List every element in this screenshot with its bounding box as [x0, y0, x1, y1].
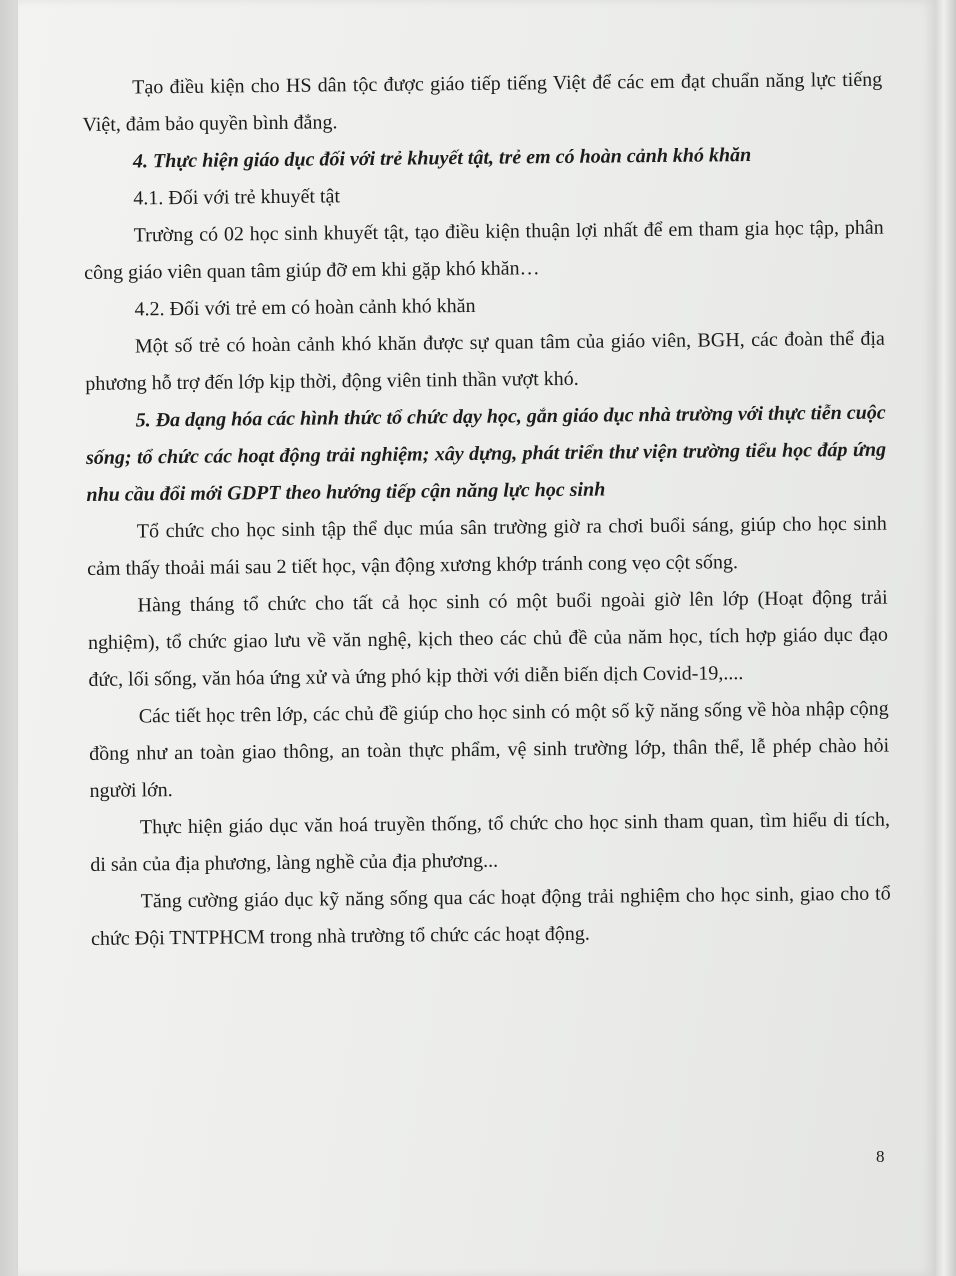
- paragraph-disabled-students: Trường có 02 học sinh khuyết tật, tạo điều kiện thuận lợi nhất để em tham gia học tập, phân công giáo viên quan tâm giúp đỡ em khi gặp khó khăn…: [84, 216, 884, 284]
- paragraph-youth-union: Tăng cường giáo dục kỹ năng sống qua các hoạt động trải nghiệm cho học sinh, giao cho tổ chức Đội TNTPHCM trong nhà trường tổ chức các hoạt động.: [90, 882, 891, 950]
- paragraph-morning-exercise: Tổ chức cho học sinh tập thể dục múa sân trường giờ ra chơi buổi sáng, giúp cho học sinh cảm thấy thoải mái sau 2 tiết học, vận động xương khớp tránh cong vẹo cột sống.: [87, 512, 887, 580]
- paragraph-life-skills: Các tiết học trên lớp, các chủ đề giúp cho học sinh có một số kỹ năng sống về hòa nhập cộng đồng như an toàn giao thông, an toàn thực phẩm, vệ sinh trường lớp, thân thể, lễ phép chào hỏi người lớn.: [89, 697, 890, 802]
- binding-edge: [0, 0, 18, 1276]
- section-heading-4: 4. Thực hiện giáo dục đối với trẻ khuyết tật, trẻ em có hoàn cảnh khó khăn: [132, 143, 752, 173]
- paragraph-vietnamese-language: Tạo điều kiện cho HS dân tộc được giáo tiếp tiếng Việt để các em đạt chuẩn năng lực tiếng Việt, đảm bảo quyền bình đẳng.: [82, 68, 883, 136]
- page-body: [82, 62, 891, 958]
- subheading-4-1: 4.1. Đối với trẻ khuyết tật: [133, 185, 341, 210]
- document-page: [18, 0, 936, 1276]
- subheading-4-2: 4.2. Đối với trẻ em có hoàn cảnh khó khăn: [134, 294, 476, 321]
- section-heading-5: 5. Đa dạng hóa các hình thức tổ chức dạy học, gắn giáo dục nhà trường với thực tiễn cuộc sống; tổ chức các hoạt động trải nghiệm; xây dựng, phát triển thư viện trường tiểu học đáp ứng nhu cầu đổi mới GDPT theo hướng tiếp cận năng lực học sinh: [85, 401, 887, 506]
- paragraph-monthly-activities: Hàng tháng tổ chức cho tất cả học sinh có một buổi ngoài giờ lên lớp (Hoạt động trải nghiệm), tổ chức giao lưu về văn nghệ, kịch theo các chủ đề của năm học, tích hợp giáo dục đạo đức, lối sống, văn hóa ứng xử và ứng phó kịp thời với diễn biến dịch Covid-19,....: [87, 586, 889, 691]
- paragraph-difficult-circumstances: Một số trẻ có hoàn cảnh khó khăn được sự quan tâm của giáo viên, BGH, các đoàn thể địa phương hỗ trợ đến lớp kịp thời, động viên tinh thần vượt khó.: [85, 327, 885, 395]
- paragraph-traditional-culture: Thực hiện giáo dục văn hoá truyền thống, tổ chức cho học sinh tham quan, tìm hiểu di tích, di sản của địa phương, làng nghề của địa phương...: [90, 808, 891, 876]
- page-number: 8: [876, 1147, 885, 1166]
- adjacent-page-edge: [936, 0, 956, 1276]
